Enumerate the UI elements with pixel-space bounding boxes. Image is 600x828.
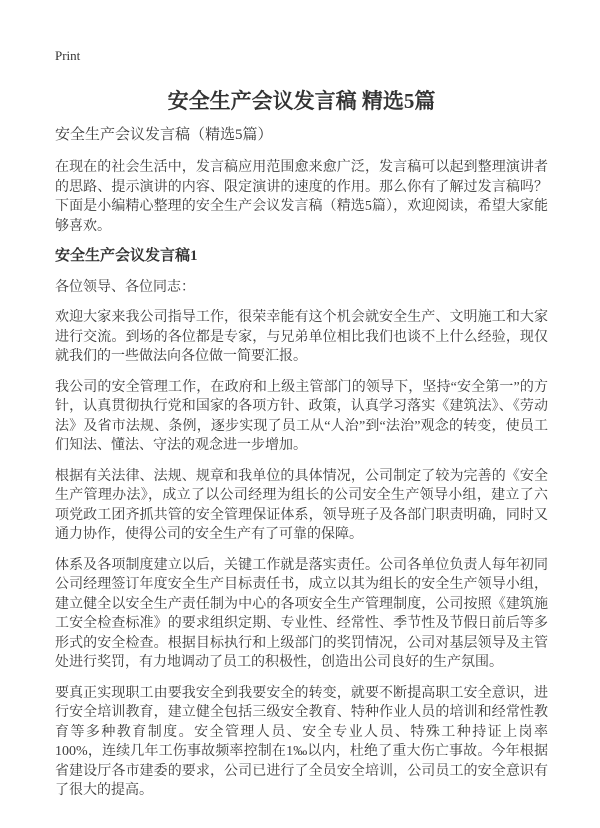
document-subtitle: 安全生产会议发言稿（精选5篇）	[55, 127, 273, 143]
body-paragraph-3: 根据有关法律、法规、规章和我单位的具体情况，公司制定了较为完善的《安全生产管理办法》，成立了以公司经理为组长的公司安全生产领导小组，建立了六项党政工团齐抓共管的安全管理保证体系，领导班子及各部门职责明确，同时又通力协作，使得公司的安全生产有了可靠的保障。	[55, 468, 548, 542]
article-body	[55, 158, 548, 801]
body-paragraph-2: 我公司的安全管理工作，在政府和上级主管部门的领导下，坚持“安全第一”的方针，认真贯彻执行党和国家的各项方针、政策，认真学习落实《建筑法》、《劳动法》及省市法规、条例，逐步实现了员工从“人治”到“法治”观念的转变，使员工们知法、懂法、守法的观念进一步增加。	[55, 379, 548, 453]
body-paragraph-4: 体系及各项制度建立以后，关键工作就是落实责任。公司各单位负责人每年初同公司经理签订年度安全生产目标责任书，成立以其为组长的安全生产领导小组，建立健全以安全生产责任制为中心的各项安全生产管理制度，公司按照《建筑施工安全检查标准》的要求组织定期、专业性、经常性、季节性及节假日前后等多形式的安全检查。根据目标执行和上级部门的奖罚情况，公司对基层领导及主管处进行奖罚，有力地调动了员工的积极性，创造出公司良好的生产氛围。	[55, 557, 548, 670]
print-button[interactable]: Print	[55, 48, 81, 63]
body-paragraph-5: 要真正实现职工由要我安全到我要安全的转变，就要不断提高职工安全意识，进行安全培训教育，建立健全包括三级安全教育、特种作业人员的培训和经常性教育等多种教育制度。安全管理人员、安全专业人员、特殊工种持证上岗率100%，连续几年工伤事故频率控制在1‰以内，杜绝了重大伤亡事故。今年根据省建设厅各市建委的要求，公司已进行了全员安全培训，公司员工的安全意识有了很大的提高。	[55, 685, 548, 798]
intro-paragraph: 在现在的社会生活中，发言稿应用范围愈来愈广泛，发言稿可以起到整理演讲者的思路、提示演讲的内容、限定演讲的速度的作用。那么你有了解过发言稿吗？下面是小编精心整理的安全生产会议发言稿（精选5篇），欢迎阅读，希望大家能够喜欢。	[55, 160, 548, 234]
body-paragraph-1: 欢迎大家来我公司指导工作，很荣幸能有这个机会就安全生产、文明施工和大家进行交流。到场的各位都是专家，与兄弟单位相比我们也谈不上什么经验，现仅就我们的一些做法向各位做一简要汇报。	[55, 310, 548, 364]
section-heading-1: 安全生产会议发言稿1	[55, 248, 198, 264]
page-title: 安全生产会议发言稿 精选5篇	[167, 89, 436, 113]
salutation-line: 各位领导、各位同志：	[55, 279, 195, 295]
